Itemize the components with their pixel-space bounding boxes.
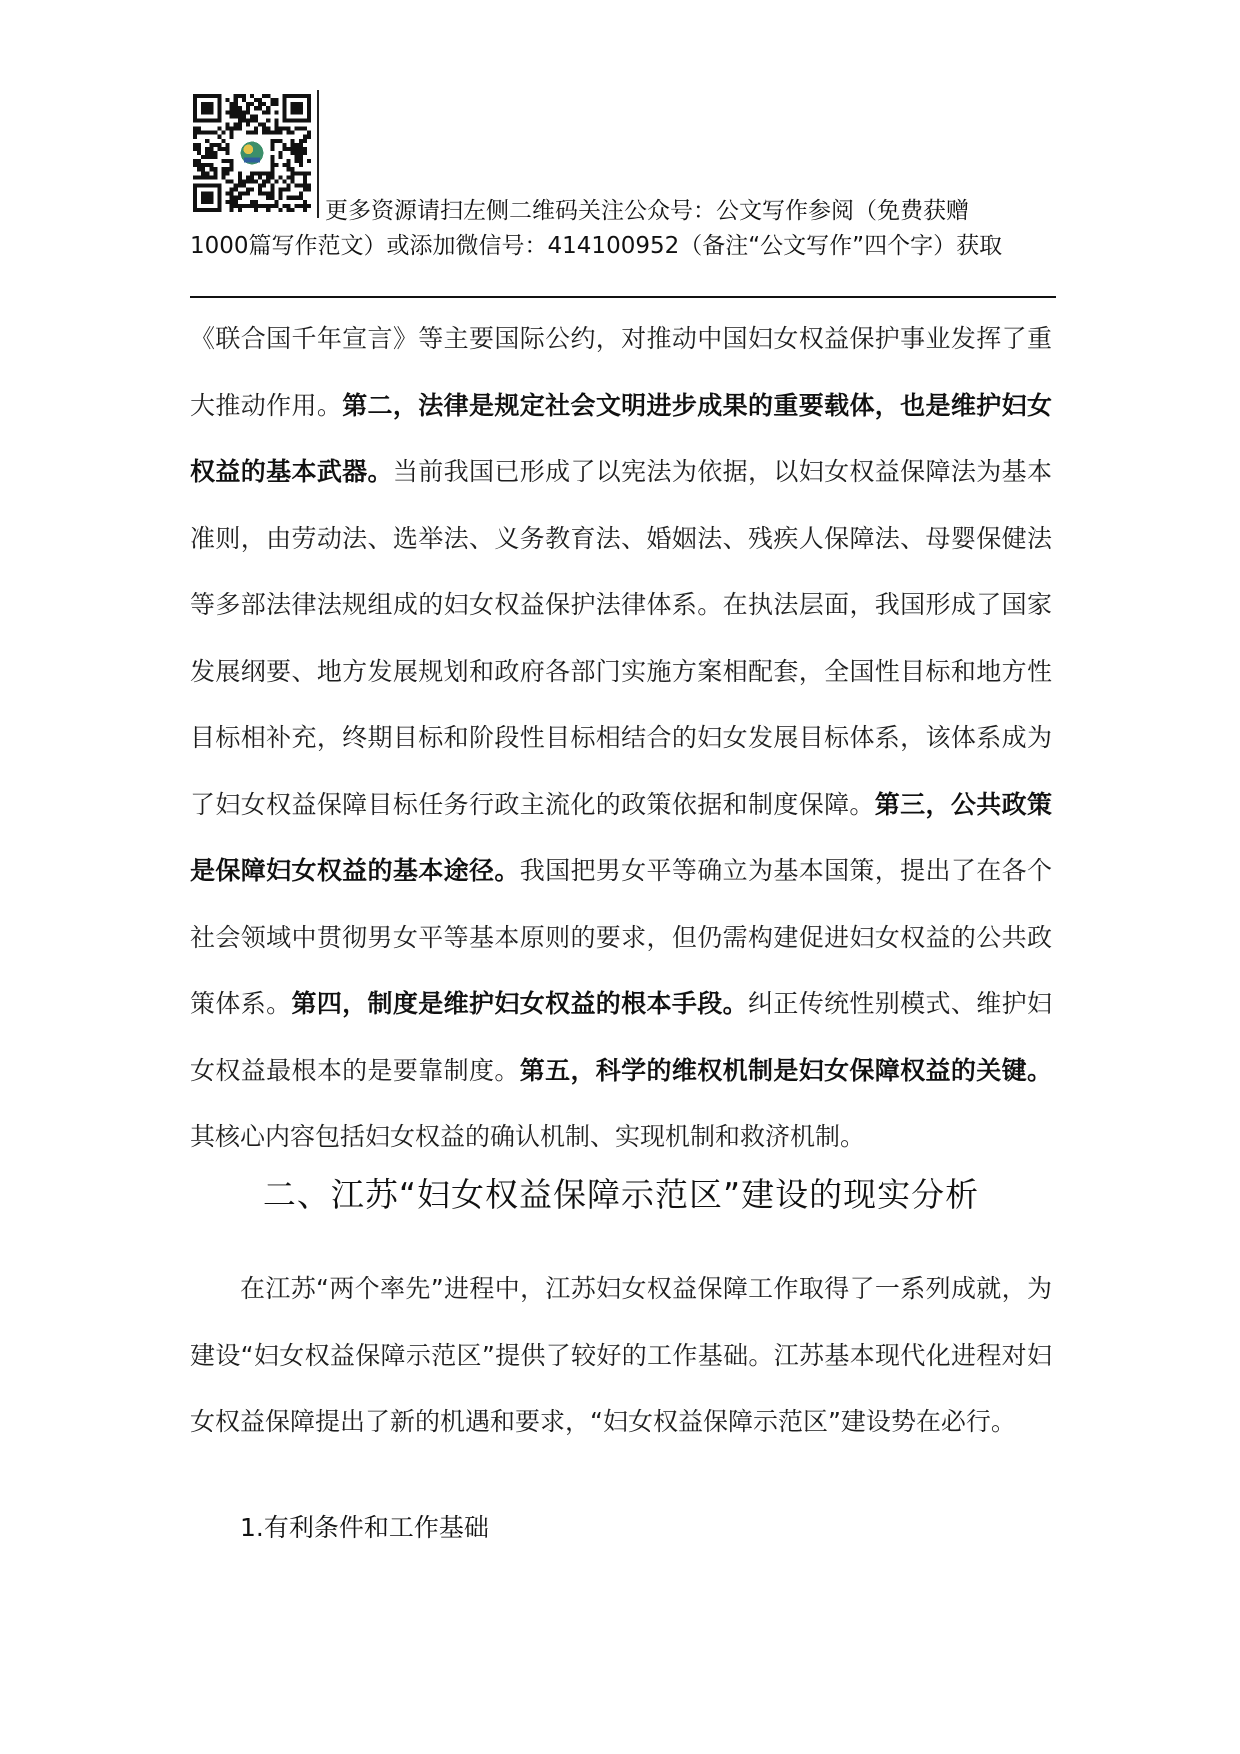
bold-run: 第四，制度是维护妇女权益的根本手段。 (291, 989, 748, 1018)
body-paragraph-2: 在江苏“两个率先”进程中，江苏妇女权益保障工作取得了一系列成就，为建设“妇女权益保障示范区”提供了较好的工作基础。江苏基本现代化进程对妇女权益保障提出了新的机遇和要求，“妇女权益保障示范区”建设势在必行。 (190, 1274, 1052, 1436)
bold-run: 第三，公共政策是保障妇女权益的基本途径。 (190, 789, 1052, 885)
body-paragraph-1 (190, 306, 1052, 1171)
text-run: 其核心内容包括妇女权益的确认机制、实现机制和救济机制。 (190, 1122, 866, 1151)
section-heading: 二、江苏“妇女权益保障示范区”建设的现实分析 (262, 1175, 980, 1214)
text-run: 《联合国千年宣言》等主要国际公约，对推动中国妇女权益保护事业发挥了重大推动作用。 (190, 324, 1052, 420)
header-line-2: 1000篇写作范文）或添加微信号：414100952（备注“公文写作”四个字）获取 (190, 233, 1003, 259)
bold-run: 第五，科学的维权机制是妇女保障权益的关键。 (519, 1055, 1052, 1085)
text-run: 当前我国已形成了以宪法为依据，以妇女权益保障法为基本准则，由劳动法、选举法、义务教育法、婚姻法、残疾人保障法、母婴保健法等多部法律法规组成的妇女权益保护法律体系。在执法层面，我国形成了国家发展纲要、地方发展规划和政府各部门实施方案相配套，全国性目标和地方性目标相补充，终期目标和阶段性目标相结合的妇女发展目标体系，该体系成为了妇女权益保障目标任务行政主流化的政策依据和制度保障。 (190, 457, 1052, 819)
text-run: 纠正传统性别模式、维护妇女权益最根本的是要靠制度。 (190, 989, 1052, 1085)
header-rule (190, 296, 1056, 298)
text-run: 我国把男女平等确立为基本国策，提出了在各个社会领域中贯彻男女平等基本原则的要求，但仍需构建促进妇女权益的公共政策体系。 (190, 856, 1052, 1018)
header-line-1: 更多资源请扫左侧二维码关注公众号：公文写作参阅（免费获赠 (325, 198, 969, 224)
subsection-heading: 1.有利条件和工作基础 (240, 1513, 489, 1542)
bold-run: 第二，法律是规定社会文明进步成果的重要载体，也是维护妇女权益的基本武器。 (190, 390, 1052, 486)
header-notice (190, 194, 1070, 264)
